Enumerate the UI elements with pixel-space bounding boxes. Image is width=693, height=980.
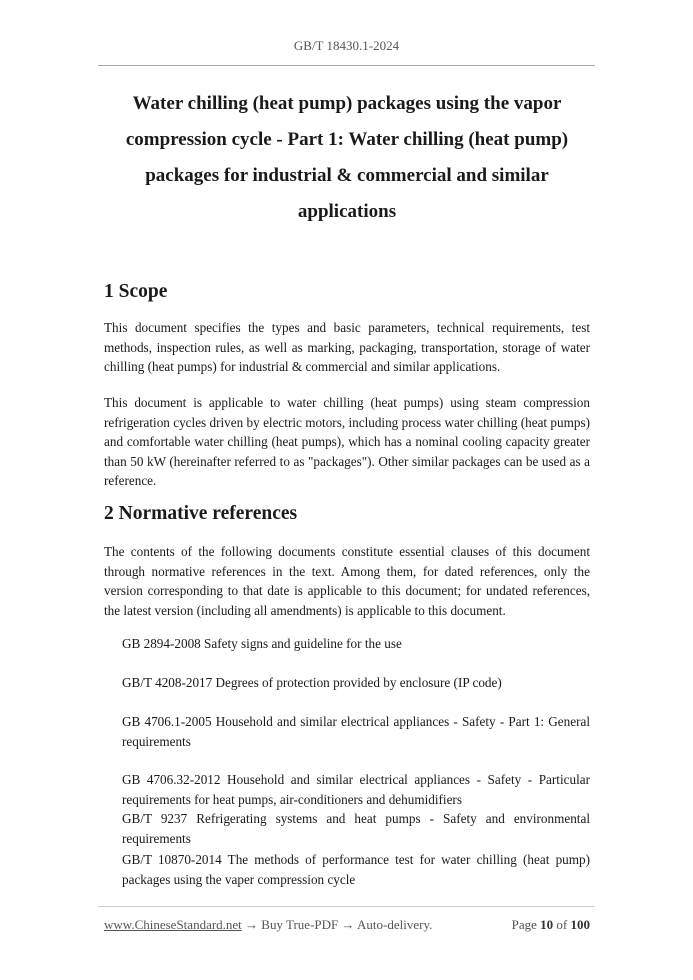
footer-text: → Buy True-PDF → Auto-delivery. <box>241 917 433 932</box>
page-number <box>512 917 590 933</box>
paragraph: The contents of the following documents constitute essential clauses of this document through normative references in the text. Among them, for dated references, only the version corresponding to that date is applicable to this document; for undated references, the latest version (including all amendments) is applicable to this document. <box>104 544 590 618</box>
paragraph: This document specifies the types and basic parameters, technical requirements, test methods, inspection rules, as well as marking, packaging, transportation, storage of water chilling (heat pumps) for industrial & commercial and similar applications. <box>104 320 590 374</box>
section-heading-scope: 1 Scope <box>104 281 168 302</box>
header-doc-id: GB/T 18430.1-2024 <box>293 38 400 53</box>
reference-item: GB/T 9237 Refrigerating systems and heat pumps - Safety and environmental requirements <box>122 811 590 846</box>
document-title: Water chilling (heat pump) packages using the vapor compression cycle - Part 1: Water chilling (heat pump) packages for industrial & commercial and similar applications <box>125 93 569 222</box>
total-pages: 100 <box>570 917 590 932</box>
section-heading-normative-references: 2 Normative references <box>104 503 298 524</box>
reference-item: GB 2894-2008 Safety signs and guideline for the use <box>122 636 402 651</box>
reference-item: GB/T 10870-2014 The methods of performance test for water chilling (heat pump) packages using the vaper compression cycle <box>122 852 590 887</box>
paragraph: This document is applicable to water chilling (heat pumps) using steam compression refrigeration cycles driven by electric motors, including process water chilling (heat pumps) and comfortable water chilling (heat pumps), which has a nominal cooling capacity greater than 50 kW (hereinafter referred to as "packages"). Other similar packages can be used as a reference. <box>104 395 590 488</box>
current-page: 10 <box>540 917 554 932</box>
reference-item: GB 4706.32-2012 Household and similar electrical appliances - Safety - Particular requirements for heat pumps, air-conditioners and dehumidifiers <box>122 772 590 807</box>
reference-item: GB 4706.1-2005 Household and similar electrical appliances - Safety - Part 1: General requirements <box>122 714 590 749</box>
page-label: Page <box>511 917 537 932</box>
footer <box>104 917 590 933</box>
footer-link[interactable]: www.ChineseStandard.net <box>104 917 242 932</box>
footer-divider <box>98 906 595 907</box>
reference-item: GB/T 4208-2017 Degrees of protection provided by enclosure (IP code) <box>122 675 502 690</box>
of-label: of <box>556 917 568 932</box>
header-divider <box>98 65 595 66</box>
